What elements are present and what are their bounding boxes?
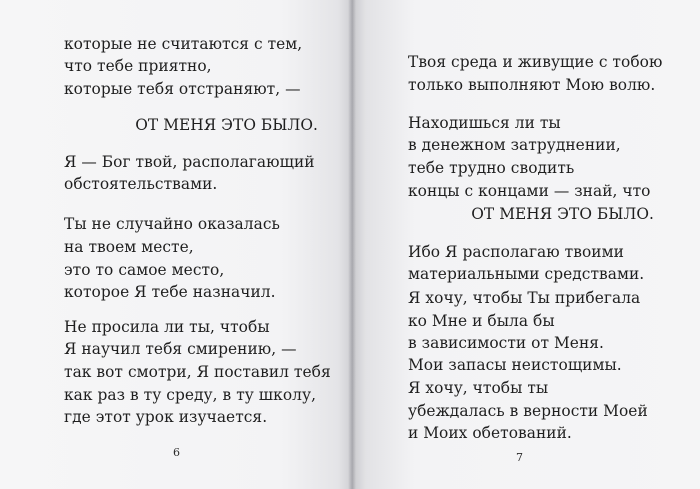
left-line-10: которое Я тебе назначил. (64, 283, 276, 301)
left-line-15: где этот урок изучается. (64, 408, 268, 426)
right-line-9: материальными средствами. (408, 265, 645, 283)
left-line-4-emphasis: ОТ МЕНЯ ЭТО БЫЛО. (135, 116, 318, 134)
right-line-14: Я хочу, чтобы ты (408, 379, 549, 397)
left-line-6: обстоятельствами. (64, 175, 218, 193)
right-line-6: концы с концами — знай, что (408, 182, 651, 200)
right-line-12: в зависимости от Меня. (408, 334, 604, 352)
left-page-number: 6 (173, 446, 180, 459)
right-page (352, 0, 700, 489)
right-line-4: в денежном затруднении, (408, 136, 621, 154)
right-line-2: только выполняют Мою волю. (408, 76, 656, 94)
right-line-1: Твоя среда и живущие с тобою (408, 53, 663, 71)
left-line-9: это то самое место, (64, 261, 225, 279)
right-line-13: Мои запасы неистощимы. (408, 356, 622, 374)
right-line-7-emphasis: ОТ МЕНЯ ЭТО БЫЛО. (471, 205, 654, 223)
left-line-12: Я научил тебя смирению, — (64, 340, 297, 358)
left-line-5: Я — Бог твой, располагающий (64, 153, 315, 171)
book-gutter-shadow (348, 0, 356, 489)
left-line-8: на твоем месте, (64, 238, 194, 256)
left-line-11: Не просила ли ты, чтобы (64, 318, 270, 336)
right-line-15: убеждалась в верности Моей (408, 402, 648, 420)
left-line-3: которые тебя отстраняют, — (64, 80, 301, 98)
left-line-13: так вот смотри, Я поставил тебя (64, 363, 331, 381)
left-line-2: что тебе приятно, (64, 57, 212, 75)
right-line-8: Ибо Я располагаю твоими (408, 243, 624, 261)
right-line-3: Находишься ли ты (408, 114, 561, 132)
left-line-1: которые не считаются с тем, (64, 35, 303, 53)
right-page-number: 7 (516, 451, 523, 464)
right-line-10: Я хочу, чтобы Ты прибегала (408, 289, 641, 307)
right-line-16: и Моих обетований. (408, 424, 572, 442)
left-line-14: как раз в ту среду, в ту школу, (64, 386, 317, 404)
right-line-11: ко Мне и была бы (408, 312, 555, 330)
left-line-7: Ты не случайно оказалась (64, 215, 280, 233)
right-line-5: тебе трудно сводить (408, 159, 575, 177)
